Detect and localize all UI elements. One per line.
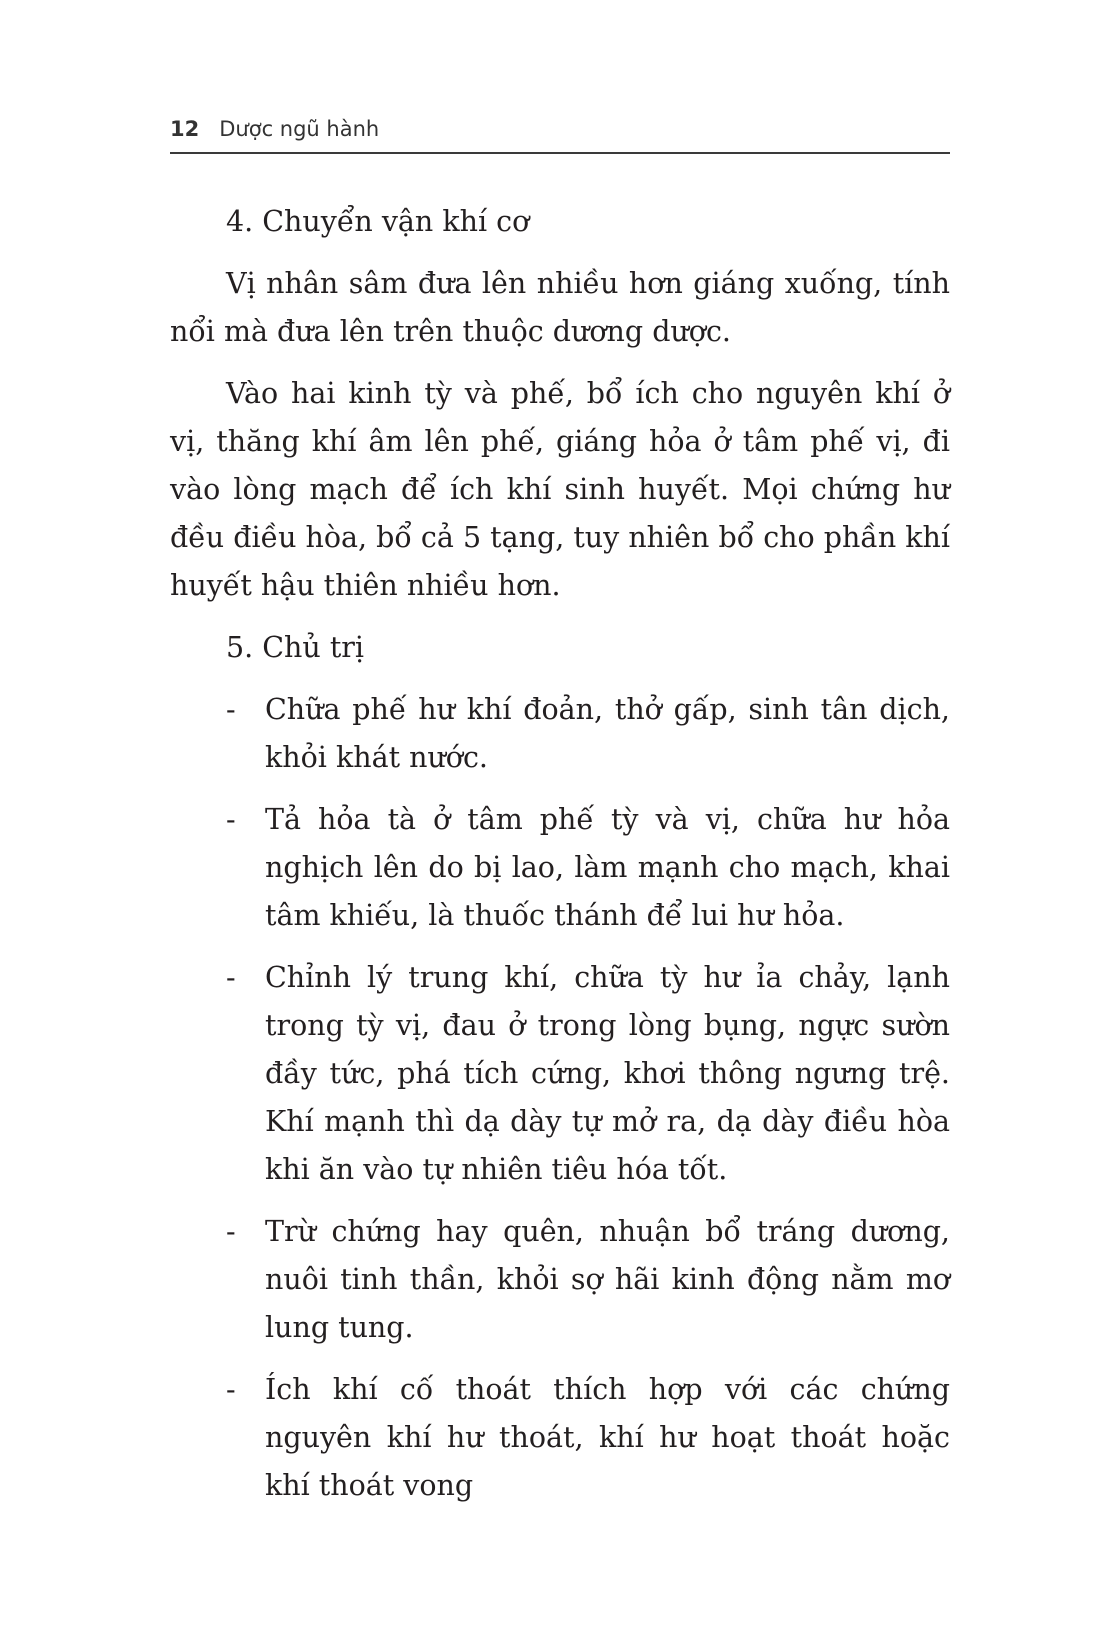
page-number: 12 <box>170 117 200 141</box>
page-header <box>170 114 950 154</box>
list-item <box>170 954 950 1194</box>
list-item <box>170 686 950 782</box>
paragraph: Vị nhân sâm đưa lên nhiều hơn giáng xuống, tính nổi mà đưa lên trên thuộc dương dược. <box>170 267 950 348</box>
list-item-text: Trừ chứng hay quên, nhuận bổ tráng dương, nuôi tinh thần, khỏi sợ hãi kinh động nằm mơ lung tung. <box>265 1215 950 1344</box>
paragraph: Vào hai kinh tỳ và phế, bổ ích cho nguyên khí ở vị, thăng khí âm lên phế, giáng hỏa ở tâm phế vị, đi vào lòng mạch để ích khí sinh huyết. Mọi chứng hư đều điều hòa, bổ cả 5 tạng, tuy nhiên bổ cho phần khí huyết hậu thiên nhiều hơn. <box>170 377 950 602</box>
section-heading-4: 4. Chuyển vận khí cơ <box>226 205 530 238</box>
indications-list <box>170 686 950 1510</box>
bullet-dash: - <box>226 1215 236 1248</box>
list-item <box>170 1208 950 1352</box>
list-item-text: Chỉnh lý trung khí, chữa tỳ hư ỉa chảy, lạnh trong tỳ vị, đau ở trong lòng bụng, ngực sườn đầy tức, phá tích cứng, khơi thông ngưng trệ. Khí mạnh thì dạ dày tự mở ra, dạ dày điều hòa khi ăn vào tự nhiên tiêu hóa tốt. <box>265 961 950 1186</box>
page-body <box>170 198 950 1524</box>
bullet-dash: - <box>226 961 236 994</box>
section-heading-5: 5. Chủ trị <box>226 631 365 664</box>
bullet-dash: - <box>226 803 236 836</box>
bullet-dash: - <box>226 1373 236 1406</box>
list-item <box>170 796 950 940</box>
bullet-dash: - <box>226 693 236 726</box>
running-title: Dược ngũ hành <box>219 117 380 141</box>
list-item <box>170 1366 950 1510</box>
list-item-text: Tả hỏa tà ở tâm phế tỳ và vị, chữa hư hỏa nghịch lên do bị lao, làm mạnh cho mạch, khai tâm khiếu, là thuốc thánh để lui hư hỏa. <box>265 803 950 932</box>
list-item-text: Chữa phế hư khí đoản, thở gấp, sinh tân dịch, khỏi khát nước. <box>265 693 950 774</box>
list-item-text: Ích khí cố thoát thích hợp với các chứng nguyên khí hư thoát, khí hư hoạt thoát hoặc khí thoát vong <box>265 1373 950 1502</box>
